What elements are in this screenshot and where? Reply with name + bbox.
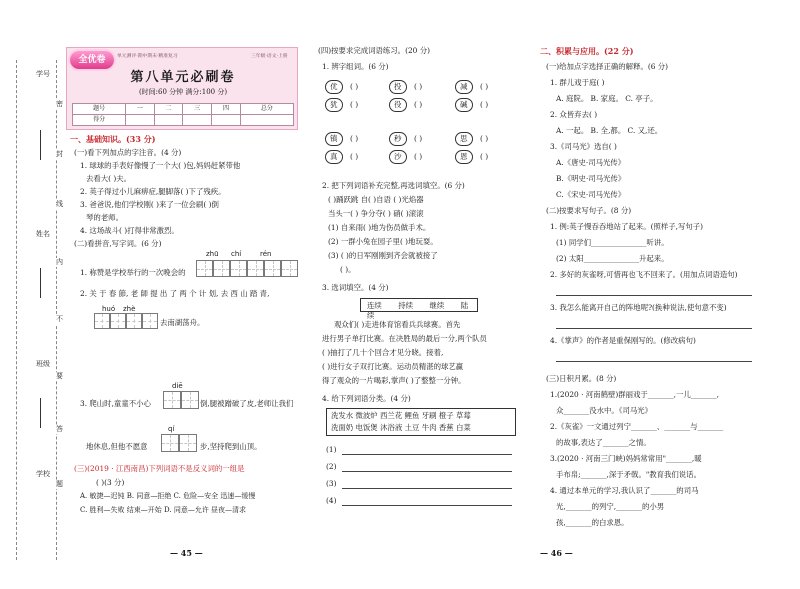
answer-paren[interactable]: ( )(3 分) [96, 478, 125, 487]
writing-box[interactable] [230, 260, 247, 277]
writing-box[interactable] [247, 260, 264, 277]
char-pair-item: 恩 [455, 150, 473, 164]
option-row: A.《唐史·司马光传》 [556, 158, 626, 167]
question-text[interactable]: 光,_______的列宁,_______的小男 [556, 502, 665, 511]
writing-box[interactable] [181, 391, 199, 409]
char-pair-item: 碱 [455, 98, 473, 112]
question-heading: (一)给加点字选择正确的解释。(6 分) [546, 62, 669, 71]
section-2-heading: 二、积累与应用。(22 分) [540, 46, 634, 56]
exam-title: 第八单元必刷卷 [130, 70, 236, 85]
question-text: 4.《掌声》的作者是重保刚写的。(修改病句) [550, 336, 696, 345]
option-row: A. 庭院。 B. 家庭。 C. 亭子。 [556, 94, 658, 103]
option-row: A. 一起。 B. 全,都。 C. 又,还。 [556, 126, 663, 135]
binding-line [16, 60, 17, 560]
score-cell[interactable] [183, 115, 212, 126]
char-pair-item: 镇 [325, 132, 343, 146]
answer-paren[interactable]: ( ) [350, 134, 359, 143]
seal-char: 题 [56, 480, 63, 488]
seal-char: 线 [56, 200, 63, 208]
writing-box[interactable] [196, 260, 213, 277]
question-text[interactable]: 4. 通过本单元的学习,我认识了_______的司马 [550, 486, 699, 495]
answer-label: (2) [326, 462, 337, 471]
writing-box[interactable] [110, 313, 126, 329]
pinyin: zhè [123, 305, 136, 313]
question-text[interactable]: 1.(2020 · 河南鹤壁)群丽戏于_______,一儿_______, [550, 390, 720, 399]
question-text: 倒,腿被蹭破了皮,老师让我们 [200, 399, 294, 408]
answer-line[interactable] [342, 488, 512, 489]
score-col: 总分 [240, 104, 293, 115]
char-pair-item: 减 [455, 80, 473, 94]
seal-char: 内 [56, 258, 63, 266]
pinyin: rén [260, 250, 272, 258]
pinyin: huó [102, 305, 116, 313]
seal-char: 封 [56, 150, 63, 158]
word-option: 持续 [398, 301, 414, 310]
writing-box[interactable] [264, 260, 281, 277]
passage-line: ( )抽打了几十个回合才见分晓。接着, [322, 348, 444, 357]
answer-line[interactable] [556, 361, 752, 362]
answer-paren[interactable]: ( ) [414, 82, 423, 91]
question-text: 地休息,但他不愿意 [86, 442, 148, 451]
fill-row[interactable]: 当头一( ) 争分夺( ) 硝( )滚滚 [328, 209, 424, 218]
passage-line: 得了观众的一片喝彩,掌声( )了整整一分钟。 [322, 376, 466, 385]
answer-paren[interactable]: ( ) [480, 100, 489, 109]
answer-label: (4) [326, 496, 337, 505]
char-pair-item: 真 [325, 150, 343, 164]
answer-paren[interactable]: ( ) [414, 100, 423, 109]
word-option: 继续 [429, 301, 445, 310]
category-words: 洗发水 微波炉 西兰花 鲤鱼 牙刷 橙子 草莓 [331, 411, 471, 420]
question-text: 2. 多好的灰雀呀,可惜再也飞不回来了。(用加点词语造句) [550, 270, 738, 279]
pinyin: zhū [206, 250, 219, 258]
question-heading: (二)看拼音,写字词。(6 分) [74, 239, 162, 248]
seal-char: 密 [56, 100, 63, 108]
score-col: 一 [126, 104, 155, 115]
writing-box[interactable] [142, 313, 158, 329]
pinyin: qí [168, 425, 175, 433]
question-text[interactable]: 2.《灰雀》一文通过列宁_______、_______与_______ [550, 422, 724, 431]
question-text: 4. 给下列词语分类。(4 分) [322, 394, 411, 403]
option-row: C.《宋史·司马光传》 [556, 190, 626, 199]
score-col: 四 [212, 104, 241, 115]
answer-line[interactable] [556, 328, 752, 329]
answer-paren[interactable]: ( ) [414, 134, 423, 143]
question-text: 3. 我怎么能离开自己的阵地呢?(换种说法,使句意不变) [550, 303, 727, 312]
score-cell[interactable] [154, 115, 183, 126]
question-text: 3. 爬山时,童童不小心 [80, 399, 151, 408]
char-pair-item: 沙 [389, 150, 407, 164]
char-pair-item: 思 [455, 132, 473, 146]
question-text: 去看大( )夫。 [86, 174, 132, 183]
pinyin: chí [231, 250, 242, 258]
passage-line: 观众们( )走进体育馆看兵兵球赛。首先 [334, 320, 461, 329]
answer-paren[interactable]: ( ) [350, 100, 359, 109]
question-text[interactable]: 众_______没水中。《司马光》 [556, 406, 653, 415]
writing-box[interactable] [161, 434, 179, 452]
question-text: 2. 把下列词语补充完整,再选词填空。(6 分) [322, 181, 465, 190]
category-word-box [326, 408, 516, 436]
question-heading: (四)按要求完成词语练习。(20 分) [318, 46, 430, 55]
word-option: 连续 [367, 301, 382, 310]
question-text[interactable]: 手布帛;_______,深于矛戟。"教育我们说话。 [556, 470, 701, 479]
score-col: 二 [154, 104, 183, 115]
answer-paren[interactable]: ( ) [414, 152, 423, 161]
passage-line: 进行男子单打比赛。在决胜局的最后一分,两个队员 [322, 334, 487, 343]
seal-char: 要 [56, 372, 63, 380]
question-text: 2. 众皆弃去( ) [550, 110, 598, 119]
writing-box[interactable] [281, 260, 298, 277]
question-text: 1. 群儿戏于庭( ) [550, 78, 605, 87]
question-text[interactable]: 3.(2020 · 河南三门峡)妈妈常常用"_______,暖 [550, 454, 702, 463]
seal-char: 不 [56, 315, 63, 323]
score-col: 三 [183, 104, 212, 115]
score-row-label: 得分 [73, 115, 126, 126]
answer-line[interactable] [342, 471, 512, 472]
seal-char: 答 [56, 425, 63, 433]
writing-box[interactable] [126, 313, 142, 329]
brand-logo: 全优卷 [70, 51, 114, 69]
question-text: 1. 例:英子慢吞吞地站了起来。(照样子,写句子) [550, 222, 704, 231]
answer-line[interactable] [342, 454, 512, 455]
char-pair-item: 秒 [389, 132, 407, 146]
answer-line[interactable] [556, 295, 752, 296]
writing-box[interactable] [213, 260, 230, 277]
score-cell[interactable] [212, 115, 241, 126]
category-words: 洗面奶 电饭煲 沐浴液 土豆 牛肉 香蕉 白菜 [331, 423, 471, 432]
char-pair-item: 投 [389, 80, 407, 94]
option-row: B.《明史·司马光传》 [556, 174, 626, 183]
char-pair-item: 优 [325, 80, 343, 94]
answer-paren[interactable]: ( ) [350, 82, 359, 91]
question-heading: (三)(2019 · 江西南昌)下列词语不是反义词的一组是 [74, 464, 245, 473]
question-text: 2. 英子得过小儿麻痹症,腿脚落( )下了残疾。 [80, 187, 226, 196]
pinyin: diē [172, 382, 183, 390]
header-tagline: 单元测评·期中期末·精准复习 [117, 54, 178, 59]
word-bank [360, 298, 478, 320]
sentence-fill[interactable]: (1) 自来雨( )地为伤员做手术。 [328, 223, 431, 232]
name-label: 姓名 [36, 230, 50, 238]
question-text: 1. 球球的手表好像慢了一个大( )包,妈妈赶紧带他 [80, 161, 241, 170]
answer-paren[interactable]: ( ) [480, 134, 489, 143]
page-number: — 46 — [540, 548, 573, 558]
question-text: 3.《司马光》选自( ) [550, 142, 617, 151]
sentence-fill[interactable]: ( )。 [340, 265, 356, 274]
grade-tag: 三年级·语文·上册 [251, 54, 288, 59]
answer-paren[interactable]: ( ) [350, 152, 359, 161]
writing-box[interactable] [94, 313, 110, 329]
question-text[interactable]: 孩,_______的白求恩。 [556, 518, 629, 527]
question-text: 3. 选词填空。(4 分) [322, 283, 389, 292]
char-pair-item: 役 [389, 98, 407, 112]
section-1-heading: 一、基础知识。(33 分) [70, 134, 156, 144]
exam-subtitle: (时间:60 分钟 满分:100 分) [138, 88, 228, 96]
fill-row[interactable]: ( )踊跃跳 自( )自语 ( )光焰器 [328, 195, 424, 204]
score-cell[interactable] [126, 115, 155, 126]
word-option: 陆续 [367, 301, 469, 320]
class-label: 班级 [36, 360, 50, 368]
answer-paren[interactable]: ( ) [480, 152, 489, 161]
question-text: 4. 这场战斗( )打得非常激烈。 [80, 226, 179, 235]
question-text: 2. 关 于 春 節, 老 師 提 出 了 两 个 计 划, 去 西 山 踏 青, [80, 289, 270, 298]
exam-header [66, 47, 298, 130]
char-pair-item: 犹 [325, 98, 343, 112]
binding-margin [0, 0, 66, 589]
writing-box[interactable] [179, 434, 197, 452]
option-row: A. 敏捷—迟钝 B. 同意—拒绝 C. 危险—安全 迅速—缓慢 [80, 492, 256, 500]
score-cell[interactable] [240, 115, 293, 126]
question-text: 1. 称赞是学校举行的一次晚会的 [80, 268, 186, 277]
question-text: 琴的老师。 [86, 213, 123, 222]
sentence-fill[interactable]: (3) ( )的日军刚刚到齐会就被接了 [328, 251, 438, 260]
score-table [72, 103, 294, 126]
student-id-label: 学号 [36, 70, 50, 78]
passage-line: ( )进行女子双打比赛。运动员精湛的球艺赢 [322, 362, 464, 371]
answer-label: (3) [326, 479, 337, 488]
answer-label: (1) [326, 445, 337, 454]
question-heading: (三)日积月累。(8 分) [546, 374, 617, 383]
question-text[interactable]: 的故事,表达了_______之情。 [556, 438, 651, 447]
question-text: 去南湖荡舟。 [160, 318, 205, 327]
question-heading: (一)看下列加点的字注音。(4 分) [74, 148, 182, 157]
question-heading: (二)按要求写句子。(8 分) [546, 206, 632, 215]
writing-box[interactable] [163, 391, 181, 409]
question-text: 1. 辨字组词。(6 分) [322, 62, 389, 71]
question-text: 3. 爸爸说,他们学校刚( )来了一位会刷( )倒 [80, 200, 219, 209]
answer-line[interactable] [342, 505, 512, 506]
score-col: 题号 [73, 104, 126, 115]
page-number: — 45 — [170, 548, 203, 558]
question-text: 步,坚持爬到山顶。 [200, 442, 262, 451]
answer-paren[interactable]: ( ) [480, 82, 489, 91]
school-label: 学校 [36, 470, 50, 478]
sentence-fill[interactable]: (1) 同学们_______________听讲。 [556, 238, 669, 247]
sentence-fill[interactable]: (2) 一群小兔在园子里( )地玩耍。 [328, 237, 438, 246]
sentence-fill[interactable]: (2) 太阳_______________升起来。 [556, 254, 669, 263]
option-row: C. 胜利—失败 结束—开始 D. 同意—允许 昼夜—清求 [80, 506, 247, 514]
